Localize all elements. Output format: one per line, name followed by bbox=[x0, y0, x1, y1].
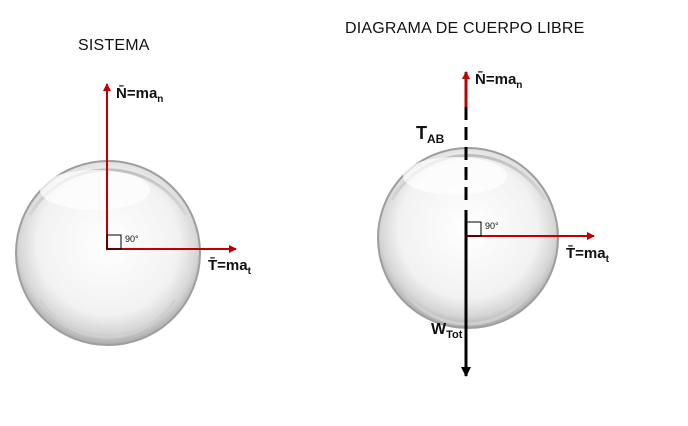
right-angle-label: 90° bbox=[485, 221, 499, 231]
left-angle-label: 90° bbox=[125, 234, 139, 244]
left-tangent-force-symbol: T̄ bbox=[208, 257, 218, 274]
left-normal-force-eq: =ma bbox=[126, 85, 158, 102]
free-body-diagram-title: DIAGRAMA DE CUERPO LIBRE bbox=[345, 20, 585, 37]
left-normal-force-sub: n bbox=[157, 94, 164, 105]
left-tangent-force-eq: =ma bbox=[217, 257, 248, 274]
tension-label bbox=[416, 123, 445, 146]
right-normal-force-eq: =ma bbox=[485, 71, 517, 88]
left-tangent-force-label bbox=[208, 256, 252, 277]
tension-main: T bbox=[416, 123, 427, 143]
right-normal-force-symbol: N̄ bbox=[475, 71, 486, 88]
left-normal-force-symbol: N̄ bbox=[116, 85, 127, 102]
right-normal-force-sub: n bbox=[516, 80, 523, 91]
tension-sub: AB bbox=[427, 132, 445, 146]
right-tangent-force-label bbox=[566, 244, 610, 265]
weight-sub: Tot bbox=[446, 329, 463, 341]
right-tangent-force-eq: =ma bbox=[575, 245, 606, 262]
right-normal-force-label bbox=[475, 70, 522, 91]
left-normal-force-label bbox=[116, 84, 163, 105]
weight-main: W bbox=[431, 321, 447, 338]
right-sphere bbox=[378, 148, 558, 328]
system-title: SISTEMA bbox=[78, 37, 150, 54]
right-tangent-force-symbol: T̄ bbox=[566, 245, 576, 262]
left-tangent-force-sub: t bbox=[247, 266, 251, 277]
right-tangent-force-sub: t bbox=[605, 254, 609, 265]
